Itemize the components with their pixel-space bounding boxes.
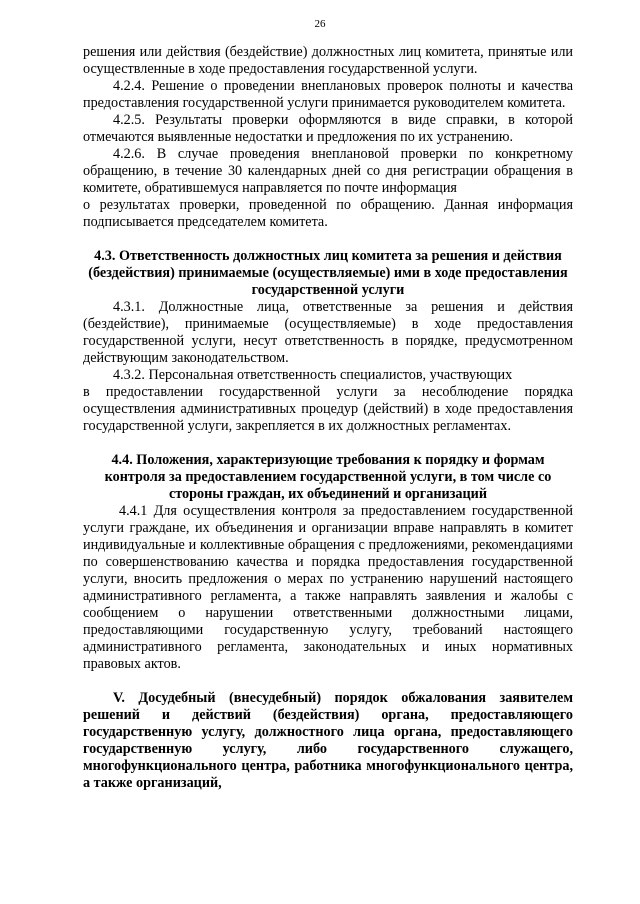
section-heading-4-3: 4.3. Ответственность должностных лиц комитета за решения и действия (бездействия) принимаемые (осуществляемые) ими в ходе предоставления государственной услуги (88, 248, 568, 298)
paragraph: решения или действия (бездействие) должностных лиц комитета, принятые или осуществленные в ходе предоставления государственной услуги. (83, 44, 573, 77)
paragraph-4-4-1: 4.4.1 Для осуществления контроля за предоставлением государственной услуги граждане, их объединения и организации вправе направлять в комитет индивидуальные и коллективные обращения с предложениями, рекомендациями по совершенствованию качества и порядка предоставления государственной услуги, вносить предложения о мерах по устранению нарушений настоящего административного регламента, а также направлять заявления и жалобы с сообщением о нарушении ответственными должностными лицами, предоставляющими государственную услугу, требований настоящего административного регламента, законодательных и иных нормативных правовых актов. (83, 503, 573, 672)
document-body (83, 44, 573, 792)
paragraph-4-2-4: 4.2.4. Решение о проведении внеплановых проверок полноты и качества предоставления государственной услуги принимается руководителем комитета. (83, 78, 573, 111)
paragraph-4-3-1: 4.3.1. Должностные лица, ответственные за решения и действия (бездействие), принимаемые (осуществляемые) в ходе предоставления государственной услуги, несут ответственность в порядке, предусмотренном действующим законодательством. (83, 299, 573, 366)
page-number: 26 (314, 18, 326, 30)
section-heading-4-4: 4.4. Положения, характеризующие требования к порядку и формам контроля за предоставлением государственной услуги, в том числе со стороны граждан, их объединений и организаций (104, 452, 552, 502)
paragraph-4-2-5: 4.2.5. Результаты проверки оформляются в виде справки, в которой отмечаются выявленные недостатки и предложения по их устранению. (83, 112, 573, 145)
paragraph: о результатах проверки, проведенной по обращению. Данная информация подписывается председателем комитета. (83, 197, 573, 230)
paragraph: в предоставлении государственной услуги за несоблюдение порядка осуществления административных процедур (действий) в ходе предоставления государственной услуги, закрепляется в их должностных регламентах. (83, 384, 573, 434)
paragraph-4-3-2: 4.3.2. Персональная ответственность специалистов, участвующих (113, 367, 513, 383)
section-heading-5: V. Досудебный (внесудебный) порядок обжалования заявителем решений и действий (бездействия) органа, предоставляющего государственную услугу, должностного лица органа, предоставляющего государственную услугу, либо государственного служащего, многофункционального центра, работника многофункционального центра, а также организаций, (83, 690, 573, 791)
paragraph-4-2-6: 4.2.6. В случае проведения внеплановой проверки по конкретному обращению, в течение 30 календарных дней со дня регистрации обращения в комитете, обратившемуся направляется по почте информация (83, 146, 573, 196)
